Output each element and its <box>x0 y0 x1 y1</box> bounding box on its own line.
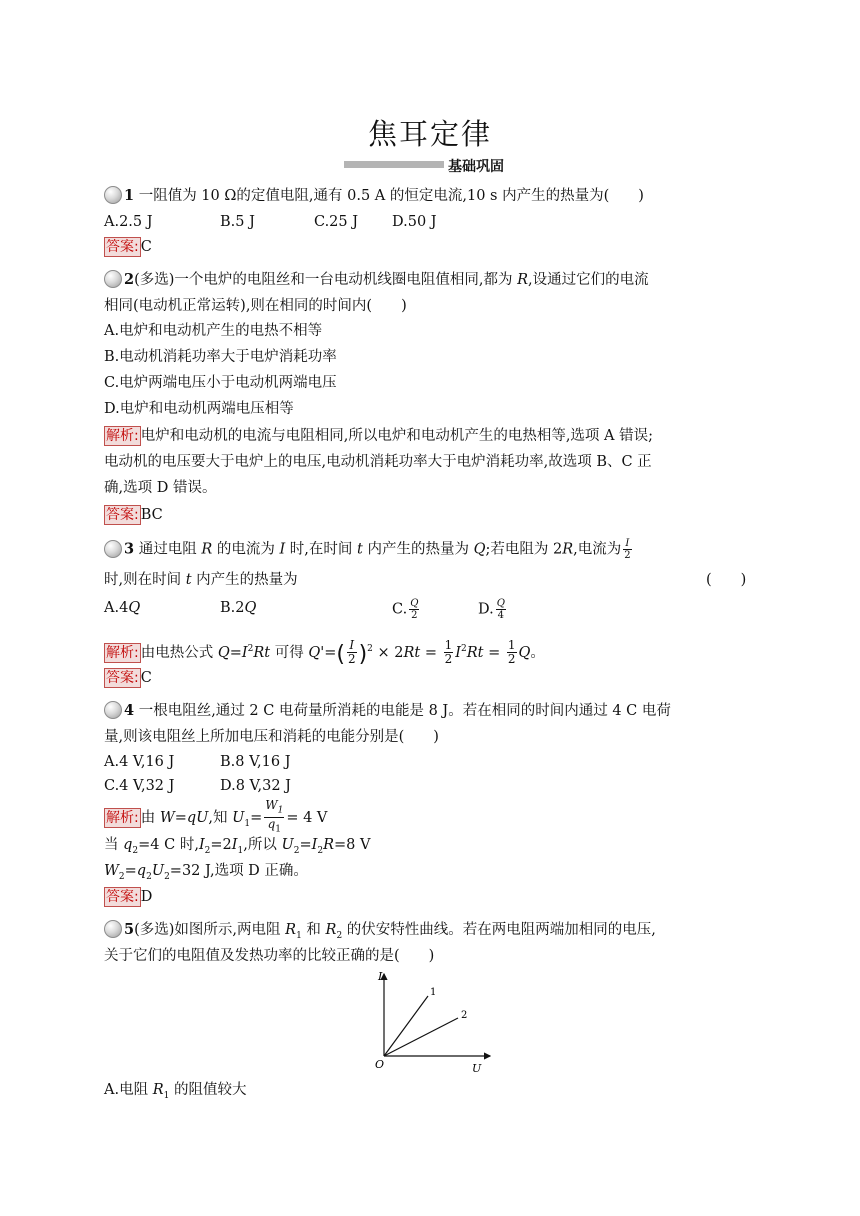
q2-option-a: A.电炉和电动机产生的电热不相等 <box>104 323 323 339</box>
q2-analysis-line2: 电动机的电压要大于电炉上的电压,电动机消耗功率大于电炉消耗功率,故选项 B、C 正 <box>104 454 652 470</box>
answer-tag: 答案: <box>106 507 139 523</box>
q2-analysis-line3: 确,选项 D 错误。 <box>104 480 217 496</box>
iu-characteristic-graph <box>370 966 500 1076</box>
u-axis-label: U <box>472 1062 482 1075</box>
q1-number: 1 <box>124 187 135 204</box>
question-bullet-icon <box>104 186 122 204</box>
q3-number: 3 <box>124 540 135 558</box>
q1-stem-text: 一阻值为 10 Ω的定值电阻,通有 0.5 A 的恒定电流,10 s 内产生的热量为( ) <box>138 188 644 204</box>
section-label: 基础巩固 <box>448 159 504 175</box>
q1-option-a: A.2.5 J <box>104 214 153 230</box>
line-r1 <box>384 996 428 1056</box>
q4-analysis-text-1: 由 W=qU,知 $U_1=$ $\frac{W_1}{q_1}$ = 4 V <box>140 798 328 835</box>
question-bullet-icon <box>104 540 122 558</box>
q3-stem-line2 <box>104 570 298 590</box>
q3-answer-blank: ( ) <box>706 572 747 588</box>
q3-option-a: A.4Q <box>104 600 141 616</box>
q2-option-d: D.电炉和电动机两端电压相等 <box>104 401 294 417</box>
q2-stem-line2: 相同(电动机正常运转),则在相同的时间内( ) <box>104 298 407 314</box>
answer-tag: 答案: <box>106 889 139 905</box>
analysis-tag: 解析: <box>106 644 139 661</box>
line-1-label: 1 <box>430 987 437 998</box>
q5-stem-text-1: (多选)如图所示,两电阻 $R_1$ 和 $R_2$ 的伏安特性曲线。若在两电阻两端加相同的电压, <box>134 922 656 941</box>
q4-option-a: A.4 V,16 J <box>104 754 175 770</box>
section-bar <box>344 161 444 168</box>
q4-analysis-line1 <box>104 799 327 837</box>
q2-option-c: C.电炉两端电压小于电动机两端电压 <box>104 375 337 391</box>
q3-analysis-text: 由电热公式 $Q=I^2Rt$ 可得 Q'=( $\frac{I}{2}$ )$^2$ × 2Rt = $\frac{1}{2}$ $I^2Rt$ = $\frac{1}{2}$ Q。 <box>140 638 545 667</box>
q2-answer-value: BC <box>140 507 163 523</box>
q3-option-c: C. $\frac{Q}{2}$ <box>392 598 419 621</box>
q5-stem-line2: 关于它们的电阻值及发热功率的比较正确的是( ) <box>104 948 435 964</box>
q1-option-c: C.25 J <box>314 214 359 230</box>
q4-answer-value: D <box>140 889 153 905</box>
q4-option-b: B.8 V,16 J <box>220 754 291 770</box>
q1-answer-value: C <box>140 239 152 255</box>
i-axis-label: I <box>378 970 383 983</box>
q2-number: 2 <box>124 271 135 288</box>
q5-number: 5 <box>124 921 135 938</box>
question-bullet-icon <box>104 701 122 719</box>
page-title: 焦耳定律 <box>367 117 492 151</box>
line-2-label: 2 <box>461 1010 468 1021</box>
q4-stem-line2: 量,则该电阻丝上所加电压和消耗的电能分别是( ) <box>104 729 439 745</box>
q2-stem-line1 <box>104 270 649 290</box>
q3-option-d: D. $\frac{Q}{4}$ <box>478 598 505 621</box>
question-bullet-icon <box>104 920 122 938</box>
q4-stem-text-1: 一根电阻丝,通过 2 C 电荷量所消耗的电能是 8 J。若在相同的时间内通过 4 C 电荷 <box>138 703 671 719</box>
q3-stem-text-2: 时,则在时间 t 内产生的热量为 <box>104 572 298 588</box>
q4-answer <box>104 887 152 907</box>
q4-analysis-line3: $W_2=q_2U_2=32$ J,选项 D 正确。 <box>104 863 308 882</box>
question-bullet-icon <box>104 270 122 288</box>
analysis-tag: 解析: <box>106 428 139 444</box>
q4-option-c: C.4 V,32 J <box>104 778 175 794</box>
q4-number: 4 <box>124 702 135 719</box>
q4-analysis-line2: 当 $q_2=4$ C 时$,I_2=2I_1$,所以 $U_2=I_2R=8$ V <box>104 837 371 856</box>
q4-stem-line1 <box>104 701 671 721</box>
origin-label: O <box>375 1058 385 1071</box>
q5-stem-line1 <box>104 920 656 946</box>
q2-analysis-line1 <box>104 426 653 446</box>
q2-option-b: B.电动机消耗功率大于电炉消耗功率 <box>104 349 337 365</box>
q3-answer-value: C <box>140 670 152 686</box>
q4-option-d: D.8 V,32 J <box>220 778 291 794</box>
q3-analysis <box>104 636 545 668</box>
q3-stem-text-1: 通过电阻 R 的电流为 I 时,在时间 t 内产生的热量为 Q;若电阻为 2R,电流为 <box>138 541 622 558</box>
line-r2 <box>384 1018 458 1056</box>
analysis-tag: 解析: <box>106 809 139 826</box>
q3-stem-line1 <box>104 538 634 561</box>
q2-analysis-text-1: 电炉和电动机的电流与电阻相同,所以电炉和电动机产生的电热相等,选项 A 错误; <box>140 428 654 444</box>
q3-current-fraction: $\frac{I}{2}$ <box>624 538 631 561</box>
q1-option-b: B.5 J <box>220 214 255 230</box>
answer-tag: 答案: <box>106 670 139 686</box>
q3-option-b: B.2Q <box>220 600 257 616</box>
answer-tag: 答案: <box>106 239 139 255</box>
q1-option-d: D.50 J <box>392 214 437 230</box>
q1-stem <box>104 186 644 206</box>
q2-stem-text-1: (多选)一个电炉的电阻丝和一台电动机线圈电阻值相同,都为 R,设通过它们的电流 <box>134 272 649 288</box>
q3-answer <box>104 668 152 688</box>
q5-option-a: A.电阻 $R_1$ 的阻值较大 <box>104 1082 247 1101</box>
q1-answer <box>104 237 152 257</box>
q2-answer <box>104 505 163 525</box>
